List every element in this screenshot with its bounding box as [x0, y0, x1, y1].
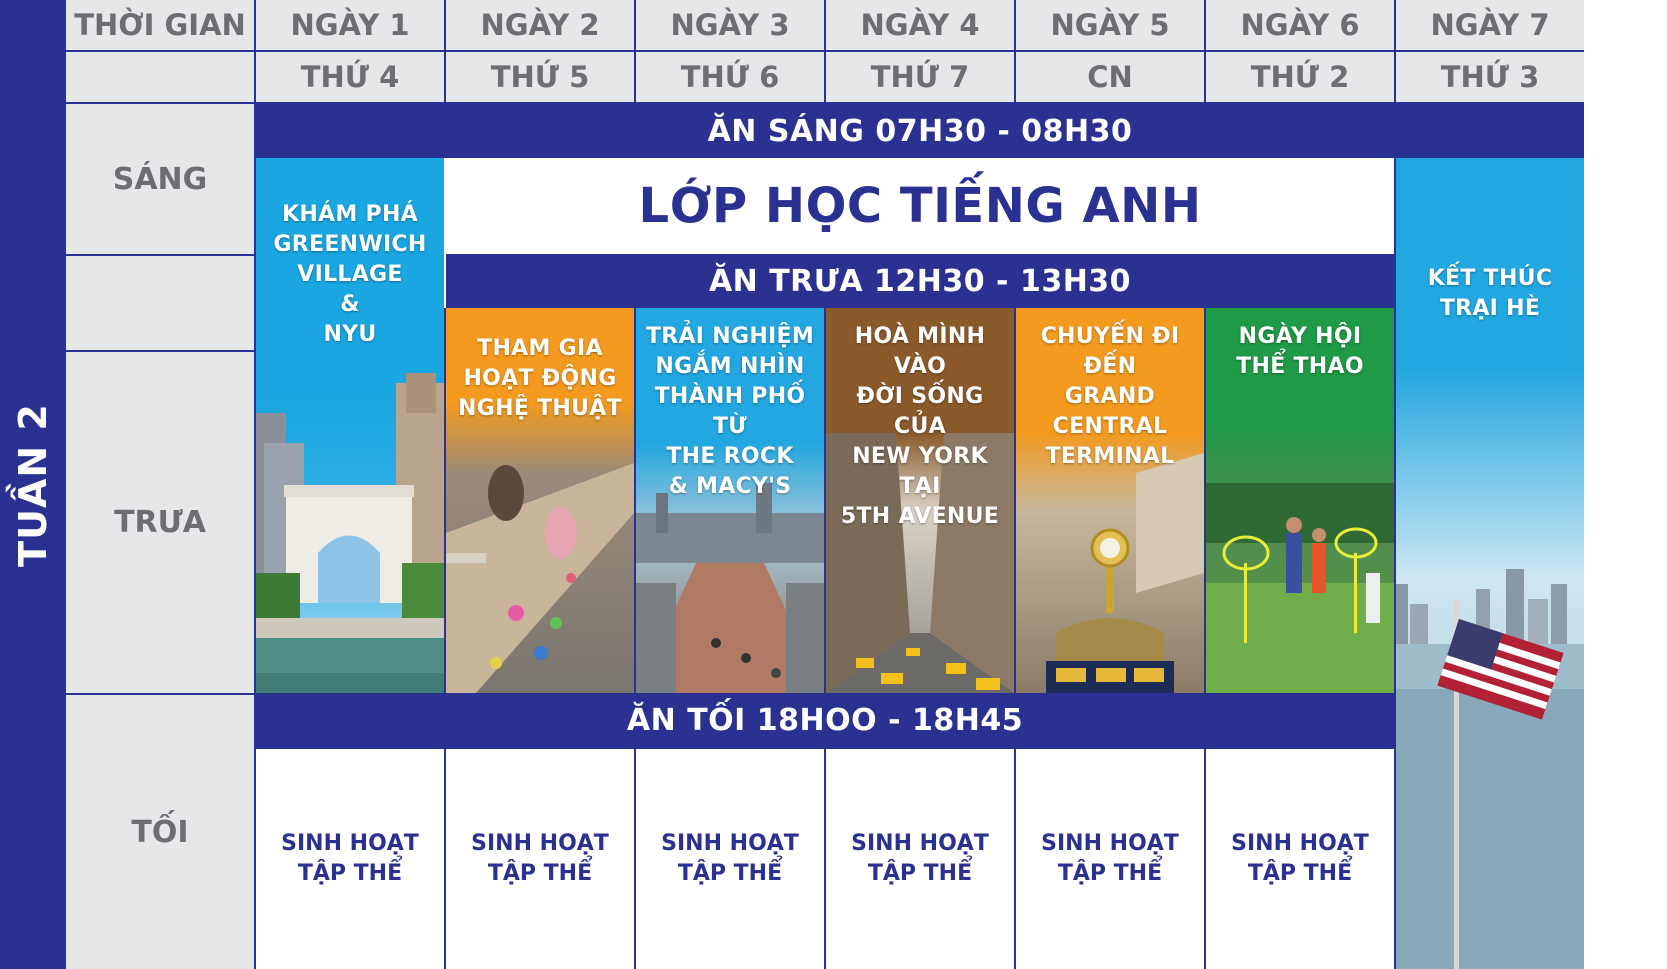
art-activity-photo	[446, 403, 634, 693]
grid-line	[1394, 0, 1396, 104]
grid-line	[66, 254, 254, 256]
time-header-blank	[66, 52, 254, 102]
weekday-header-7: THỨ 3	[1396, 52, 1584, 102]
evening-activity-day-2: SINH HOẠT TẬP THỂ	[446, 749, 634, 969]
grid-line	[634, 308, 636, 693]
grid-line	[824, 308, 826, 693]
period-midday: TRƯA	[66, 352, 254, 693]
activity-day-5: CHUYẾN ĐI ĐẾN GRAND CENTRAL TERMINAL	[1016, 308, 1204, 693]
grid-line	[1014, 308, 1016, 693]
grid-line	[1014, 0, 1016, 104]
sports-day-photo	[1206, 423, 1394, 693]
grid-line	[1204, 308, 1206, 693]
period-evening: TỐI	[66, 695, 254, 969]
grid-line	[256, 747, 1394, 749]
grid-line	[634, 0, 636, 104]
grid-line	[1394, 158, 1396, 969]
grid-line	[824, 0, 826, 104]
weekday-header-5: CN	[1016, 52, 1204, 102]
grand-central-clock-photo	[1016, 433, 1204, 693]
grid-line	[444, 0, 446, 104]
day-header-5: NGÀY 5	[1016, 0, 1204, 50]
grid-line	[1204, 0, 1206, 104]
grid-line	[66, 693, 254, 695]
weekday-header-3: THỨ 6	[636, 52, 824, 102]
grid-line	[66, 350, 254, 352]
day-header-2: NGÀY 2	[446, 0, 634, 50]
activity-day-7: KẾT THÚC TRẠI HÈ	[1396, 158, 1584, 969]
weekday-header-6: THỨ 2	[1206, 52, 1394, 102]
grid-line	[824, 747, 826, 969]
activity-day-4: HOÀ MÌNH VÀO ĐỜI SỐNG CỦA NEW YORK TẠI 5TH AVENUE	[826, 308, 1014, 693]
breakfast-band: ĂN SÁNG 07H30 - 08H30	[256, 104, 1584, 158]
activity-day-1: KHÁM PHÁ GREENWICH VILLAGE & NYU	[256, 158, 444, 693]
day-header-1: NGÀY 1	[256, 0, 444, 50]
grid-line	[634, 747, 636, 969]
evening-activity-day-6: SINH HOẠT TẬP THỂ	[1206, 749, 1394, 969]
grid-line	[1014, 747, 1016, 969]
day-header-7: NGÀY 7	[1396, 0, 1584, 50]
washington-square-arch-photo	[256, 373, 444, 693]
grid-line	[444, 308, 446, 693]
weekday-header-1: THỨ 4	[256, 52, 444, 102]
us-flag-harbor-photo	[1396, 369, 1584, 969]
english-class: LỚP HỌC TIẾNG ANH	[446, 158, 1394, 254]
activity-day-3: TRẢI NGHIỆM NGẮM NHÌN THÀNH PHỐ TỪ THE ROCK & MACY'S	[636, 308, 824, 693]
weekday-header-2: THỨ 5	[446, 52, 634, 102]
right-margin	[1584, 0, 1667, 969]
period-spacer	[66, 256, 254, 350]
period-morning: SÁNG	[66, 104, 254, 254]
day-header-4: NGÀY 4	[826, 0, 1014, 50]
activity-day-2: THAM GIA HOẠT ĐỘNG NGHỆ THUẬT	[446, 308, 634, 693]
grid-line	[254, 0, 256, 969]
dinner-band: ĂN TỐI 18HOO - 18H45	[256, 693, 1394, 747]
day-header-6: NGÀY 6	[1206, 0, 1394, 50]
time-header: THỜI GIAN	[66, 0, 254, 50]
grid-line	[444, 747, 446, 969]
day-header-3: NGÀY 3	[636, 0, 824, 50]
evening-activity-day-3: SINH HOẠT TẬP THỂ	[636, 749, 824, 969]
weekday-header-4: THỨ 7	[826, 52, 1014, 102]
grid-line	[1204, 747, 1206, 969]
activity-day-6: NGÀY HỘI THỂ THAO	[1206, 308, 1394, 693]
evening-activity-day-4: SINH HOẠT TẬP THỂ	[826, 749, 1014, 969]
lunch-band: ĂN TRƯA 12H30 - 13H30	[446, 254, 1394, 308]
evening-activity-day-5: SINH HOẠT TẬP THỂ	[1016, 749, 1204, 969]
evening-activity-day-1: SINH HOẠT TẬP THỂ	[256, 749, 444, 969]
week-label: TUẦN 2	[11, 402, 56, 567]
